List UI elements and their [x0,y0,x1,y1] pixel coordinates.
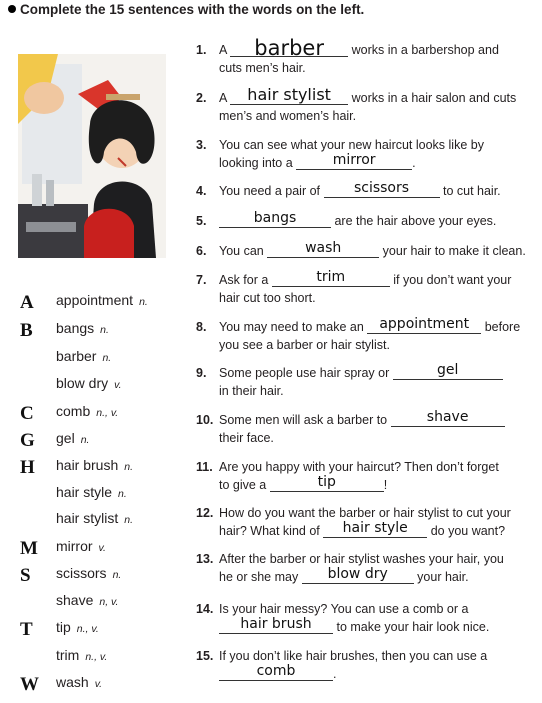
question-text: if you don’t want your [389,273,512,287]
word-list-item [56,375,122,391]
question-text: to give a [219,478,270,492]
answer-blank[interactable] [393,362,503,380]
word-list-part-of-speech: n. [124,514,133,526]
answer-blank[interactable] [324,180,440,198]
word-list-item [56,430,89,446]
word-list-item [56,484,127,500]
question-number: 15. [196,649,214,663]
question-text: are the hair above your eyes. [331,214,497,228]
answer-blank[interactable] [323,520,427,538]
word-list-word: barber [56,348,97,364]
word-list-item [56,647,107,663]
word-list-item [56,510,133,526]
word-list-letter: W [20,674,39,695]
word-list-letter: G [20,430,35,451]
question-text: cuts men’s hair. [219,61,306,75]
word-list-item [56,320,109,336]
word-list-item [56,348,111,364]
word-list-part-of-speech: n. [112,569,122,581]
word-list-word: bangs [56,320,95,336]
handwritten-answer: scissors [353,180,410,196]
question-text: A [219,91,231,105]
question-text: Ask for a [219,273,272,287]
question-text: he or she may [219,570,302,584]
instruction-title: Complete the 15 sentences with the words on the left. [20,2,365,17]
handwritten-answer: comb [256,663,296,679]
word-list-letter: H [20,457,35,478]
question-text: If you don’t like hair brushes, then you can use a [219,649,488,663]
word-list-letter: T [20,619,33,640]
word-list-part-of-speech: n. [100,324,109,336]
question-text: You can [219,244,268,258]
answer-blank[interactable] [302,566,414,584]
word-list-word: blow dry [56,375,109,391]
word-list-part-of-speech: n. [139,296,148,308]
question-text: before [481,320,521,334]
question-text: After the barber or hair stylist washes your hair, you [219,552,504,566]
word-list-letter: M [20,538,38,559]
question-number: 3. [196,138,207,152]
handwritten-answer: bangs [253,210,297,226]
question-number: 8. [196,320,207,334]
question-text: you see a barber or hair stylist. [219,338,390,352]
word-list-word: appointment [56,292,134,308]
word-list-part-of-speech: n. [124,461,134,473]
word-list-word: gel [56,430,75,446]
question-text: Is your hair messy? You can use a comb or a [219,602,469,616]
word-list-word: hair style [56,484,113,500]
question-text: You need a pair of [219,184,324,198]
handwritten-answer: appointment [379,316,470,332]
question-text: . [412,156,416,170]
question-text: works in a hair salon and cuts [348,91,517,105]
question-number: 10. [196,413,214,427]
word-list-part-of-speech: n., v. [76,623,99,635]
word-list-item [56,674,102,690]
question-text: looking into a [219,156,297,170]
answer-blank[interactable] [267,240,379,258]
word-list-letter: C [20,403,34,424]
word-list-part-of-speech: n., v. [96,407,119,419]
question-text: You may need to make an [219,320,368,334]
handwritten-answer: tip [317,474,336,490]
question-number: 7. [196,273,207,287]
word-list-item [56,538,106,554]
word-list-letter: B [20,320,33,341]
word-list-word: scissors [56,565,107,581]
question-text: your hair to make it clean. [379,244,526,258]
word-list-word: hair stylist [56,510,119,526]
hair-salon-illustration [18,54,166,258]
word-list-word: mirror [56,538,93,554]
word-list-item [56,565,121,581]
question-text: A [219,43,231,57]
question-number: 4. [196,184,207,198]
question-text: You can see what your new haircut looks like by [219,138,484,152]
word-list-part-of-speech: n. [118,488,127,500]
question-number: 12. [196,506,214,520]
question-text: hair cut too short. [219,291,316,305]
question-text: . [333,667,337,681]
handwritten-answer: trim [316,269,346,285]
answer-blank[interactable] [230,36,348,60]
handwritten-answer: barber [254,36,324,60]
handwritten-answer: shave [426,409,469,425]
handwritten-answer: hair brush [240,616,312,632]
word-list-item [56,457,133,473]
answer-blank[interactable] [219,616,333,634]
question-number: 6. [196,244,207,258]
question-text: ! [383,478,388,492]
word-list-letter: A [20,292,34,313]
question-text: to make your hair look nice. [333,620,490,634]
answer-blank[interactable] [296,152,412,170]
question-number: 13. [196,552,214,566]
answer-blank[interactable] [219,663,333,681]
handwritten-answer: gel [437,362,459,378]
word-list-item [56,619,99,635]
question-text: your hair. [413,570,469,584]
question-text: men’s and women’s hair. [219,109,357,123]
question-text: Some men will ask a barber to [219,413,391,427]
handwritten-answer: hair style [342,520,408,536]
question-text: hair? What kind of [219,524,324,538]
answer-blank[interactable] [219,210,331,228]
question-number: 5. [196,214,207,228]
word-list-word: hair brush [56,457,119,473]
handwritten-answer: wash [305,240,342,256]
word-list-item [56,403,118,419]
word-list-part-of-speech: v. [98,542,106,554]
question-text: their face. [219,431,274,445]
question-text: Some people use hair spray or [219,366,393,380]
question-text: to cut hair. [439,184,501,198]
question-number: 2. [196,91,207,105]
word-list-part-of-speech: n., v. [85,651,108,663]
question-number: 9. [196,366,207,380]
question-number: 14. [196,602,214,616]
word-list-letter: S [20,565,31,586]
handwritten-answer: hair stylist [247,85,331,104]
word-list-part-of-speech: n, v. [99,596,119,608]
handwritten-answer: mirror [332,152,376,168]
question-text: Are you happy with your haircut? Then don’t forget [219,460,499,474]
question-number: 1. [196,43,207,57]
word-list-word: wash [56,674,89,690]
question-text: works in a barbershop and [348,43,499,57]
word-list-item [56,292,148,308]
question-text: in their hair. [219,384,284,398]
bullet-icon [8,5,16,13]
word-list-item [56,592,118,608]
word-list-part-of-speech: v. [94,678,103,690]
word-list-word: comb [56,403,91,419]
word-list-word: trim [56,647,80,663]
handwritten-answer: blow dry [327,566,388,582]
word-list-word: shave [56,592,94,608]
answer-blank[interactable] [391,409,505,427]
answer-blank[interactable] [230,85,348,105]
question-number: 11. [196,460,213,474]
word-list-part-of-speech: n. [102,352,112,364]
word-list-part-of-speech: n. [80,434,90,446]
question-text: do you want? [427,524,506,538]
word-list-part-of-speech: v. [114,379,122,391]
answer-blank[interactable] [270,474,384,492]
answer-blank[interactable] [367,316,481,334]
word-list-word: tip [56,619,71,635]
answer-blank[interactable] [272,269,390,287]
question-text: How do you want the barber or hair stylist to cut your [219,506,511,520]
